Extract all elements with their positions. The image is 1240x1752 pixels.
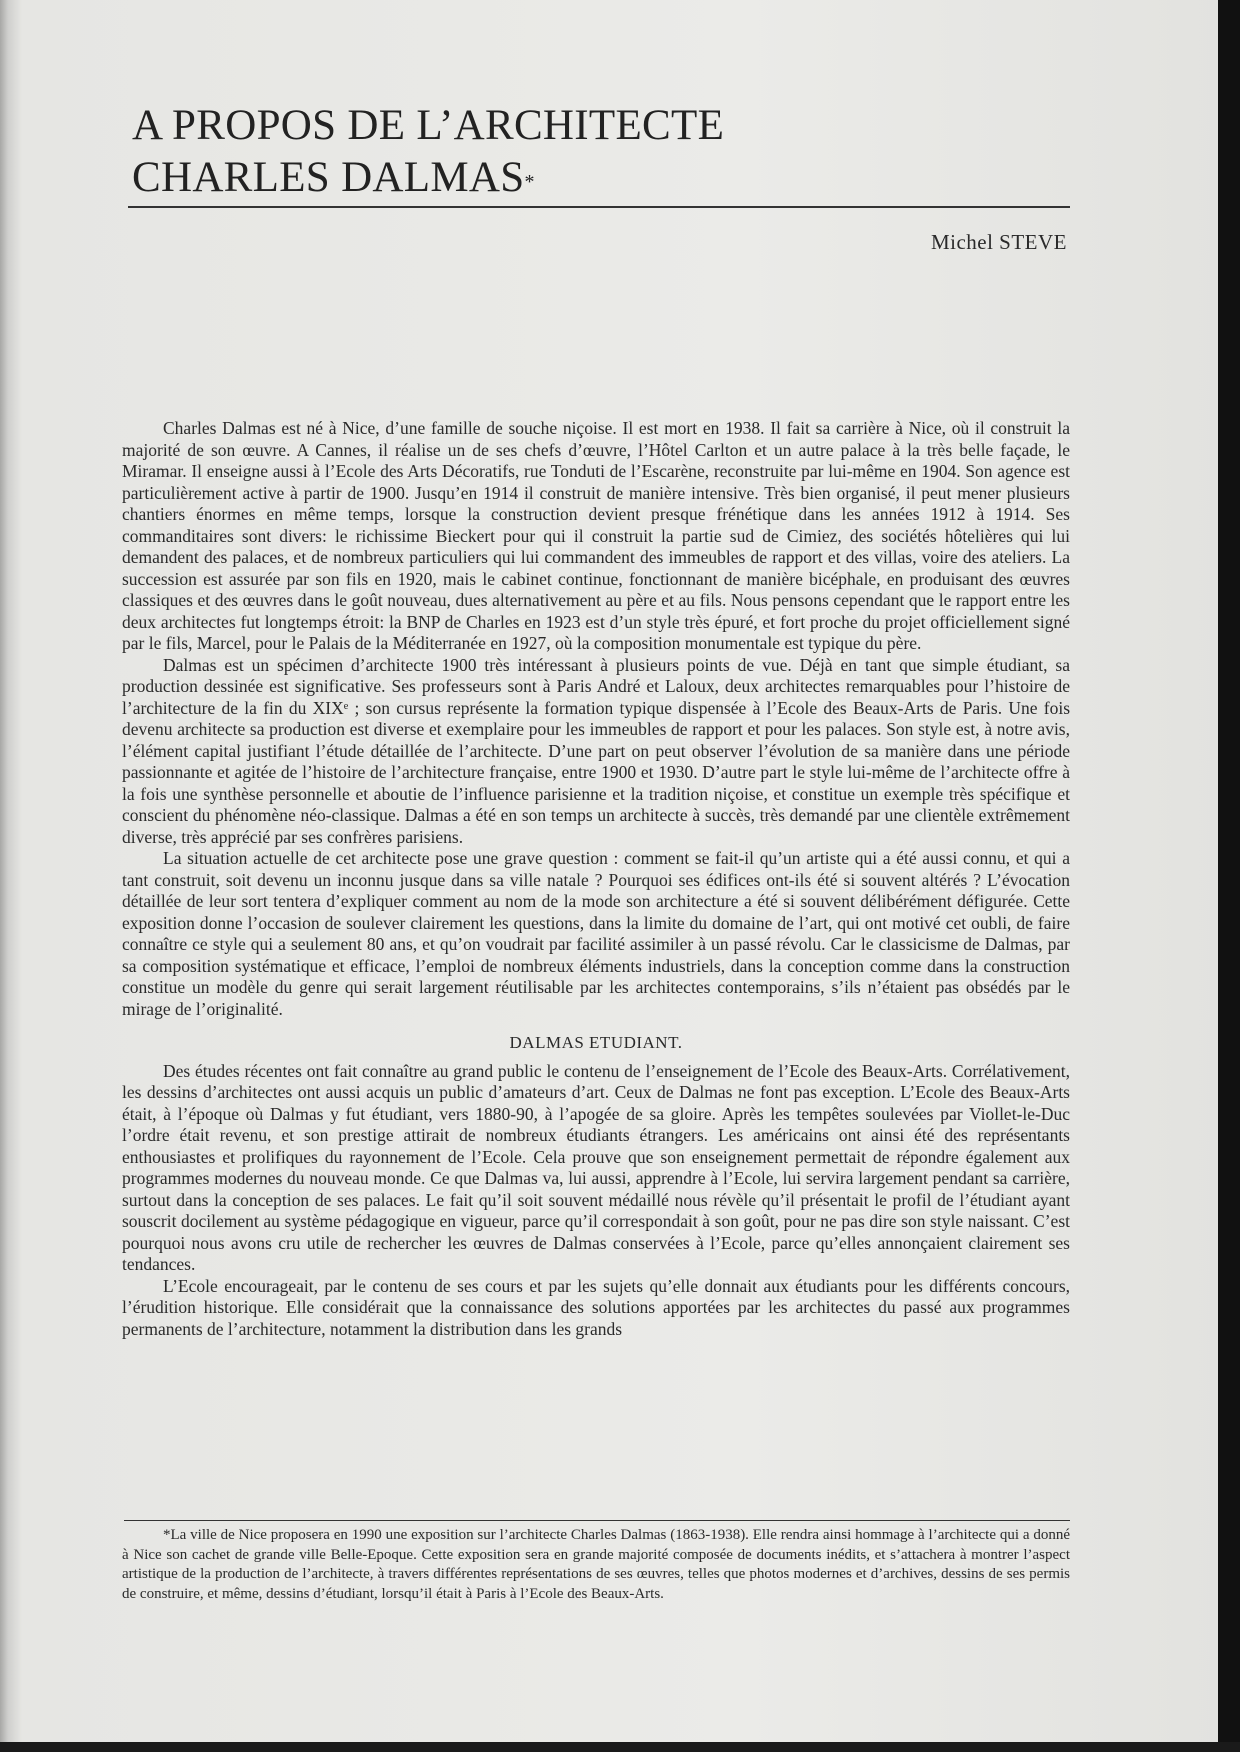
footnote: *La ville de Nice proposera en 1990 une exposition sur l’architecte Charles Dalmas (1863-1938). Elle rendra ainsi hommage à l’architecte qui a donné à Nice son cachet de grande ville Belle-Epoque. Cette exposition sera en grande majorité composée de documents inédits, et s’attachera à montrer l’aspect artistique de la production de l’architecte, à travers différentes représentations de ses œuvres, telles que photos modernes et d’archives, dessins de ses permis de construire, et même, dessins d’étudiant, lorsqu’il était à Paris à l’Ecole des Beaux-Arts. [122,1527,1070,1602]
title-line-2: CHARLES DALMAS [132,154,525,201]
author-name: Michel STEVE [930,230,1067,254]
footnote-rule [124,1520,1070,1521]
paragraph: L’Ecole encourageait, par le contenu de ses cours et par les sujets qu’elle donnait aux étudiants pour les différents concours, l’érudition historique. Elle considérait que la connaissance des solutions apportées par les architectes du passé aux programmes permanents de l’architecture, notamment la distribution dans les grands [122,1275,1070,1339]
article-title [132,100,724,204]
section-heading: DALMAS ETUDIANT. [509,1033,683,1052]
paragraph: Des études récentes ont fait connaître au grand public le contenu de l’enseignement de l’Ecole des Beaux-Arts. Corrélativement, les dessins d’architectes ont aussi acquis un public d’amateurs d’art. Ceux de Dalmas ne font pas exception. L’Ecole des Beaux-Arts était, à l’époque où Dalmas y fut étudiant, vers 1880-90, à l’apogée de sa gloire. Après les tempêtes soulevées par Viollet-le-Duc l’ordre était revenu, et son prestige attirait de nombreux étudiants étrangers. Les américains ont ainsi été des représentants enthousiastes et prolifiques du rayonnement de l’Ecole. Cela prouve que son enseignement permettait de répondre également aux programmes modernes du nouveau monde. Ce que Dalmas va, lui aussi, apprendre à l’Ecole, lui servira largement pendant sa carrière, surtout dans la conception de ses palaces. Le fait qu’il soit souvent médaillé nous révèle qu’il présentait le profil de l’étudiant ayant souscrit docilement au système pédagogique en vigueur, parce qu’il correspondait à son goût, pour ne pas dire son style naissant. C’est pourquoi nous avons cru utile de rechercher les œuvres de Dalmas conservées à l’Ecole, parce qu’elles annonçaient clairement ses tendances. [122,1060,1070,1274]
title-rule [128,206,1070,208]
title-line-1: A PROPOS DE L’ARCHITECTE [132,102,725,149]
paragraph: Dalmas est un spécimen d’architecte 1900 très intéressant à plusieurs points de vue. Déjà en tant que simple étudiant, sa production dessinée est significative. Ses professeurs sont à Paris André et Laloux, deux architectes remarquables pour l’histoire de l’architecture de la fin du XIXᵉ ; son cursus représente la formation typique dispensée à l’Ecole des Beaux-Arts de Paris. Une fois devenu architecte sa production est diverse et exemplaire pour les immeubles de rapport et pour les palaces. Son style est, à notre avis, l’élément capital justifiant l’étude détaillée de l’architecte. D’une part on peut observer l’évolution de sa manière dans une période passionnante et agitée de l’histoire de l’architecture française, entre 1900 et 1930. D’autre part le style lui-même de l’architecte offre à la fois une synthèse personnelle et aboutie de l’influence parisienne et la tradition niçoise, et constitue un exemple très spécifique et conscient du phénomène néo-classique. Dalmas a été en son temps un architecte à succès, très demandé par une clientèle extrêmement diverse, très apprécié par ses confrères parisiens. [122,654,1070,847]
paragraph: Charles Dalmas est né à Nice, d’une famille de souche niçoise. Il est mort en 1938. Il fait sa carrière à Nice, où il construit la majorité de son œuvre. A Cannes, il réalise un de ses chefs d’œuvre, l’Hôtel Carlton et un autre palace à la très belle façade, le Miramar. Il enseigne aussi à l’Ecole des Arts Décoratifs, rue Tonduti de l’Escarène, reconstruite par lui-même en 1904. Son agence est particulièrement active à partir de 1900. Jusqu’en 1914 il construit de manière intensive. Très bien organisé, il peut mener plusieurs chantiers énormes en même temps, lorsque la construction devient presque frénétique dans les années 1912 à 1914. Ses commanditaires sont divers: le richissime Bieckert pour qui il construit la partie sud de Cimiez, des sociétés hôtelières qui lui demandent des palaces, et de nombreux particuliers qui lui commandent des immeubles de rapport et des villas, voire des ateliers. La succession est assurée par son fils en 1920, mais le cabinet continue, fonctionnant de manière bicéphale, en produisant des œuvres classiques et des œuvres dans le goût nouveau, dues alternativement au père et au fils. Nous pensons cependant que le rapport entre les deux architectes fut longtemps étroit: la BNP de Charles en 1923 est d’un style très épuré, et fort proche du projet officiellement signé par le fils, Marcel, pour le Palais de la Méditerranée en 1927, où la composition monumentale est typique du père. [122,418,1070,653]
title-footnote-mark: * [524,171,535,193]
scan-edge-right [1218,0,1240,1752]
article-body [122,418,1070,1340]
article-page [122,0,1070,1752]
paragraph: La situation actuelle de cet architecte pose une grave question : comment se fait-il qu’un artiste qui a été aussi connu, et qui a tant construit, soit devenu un inconnu jusque dans sa ville natale ? Pourquoi ses édifices ont-ils été si souvent altérés ? L’évocation détaillée de leur sort tentera d’expliquer comment au nom de la mode son architecture a été si souvent délibérément défigurée. Cette exposition donne l’occasion de soulever clairement les questions, dans la limite du domaine de l’art, qui ont motivé cet oubli, de faire connaître ce style qui a seulement 80 ans, et qu’on voudrait par facilité assimiler à un passé révolu. Car le classicisme de Dalmas, par sa composition systématique et efficace, l’emploi de nombreux éléments industriels, dans la conception comme dans la construction constitue un modèle du genre qui serait largement réutilisable par les architectes contemporains, s’ils n’étaient pas obsédés par le mirage de l’originalité. [122,848,1070,1019]
